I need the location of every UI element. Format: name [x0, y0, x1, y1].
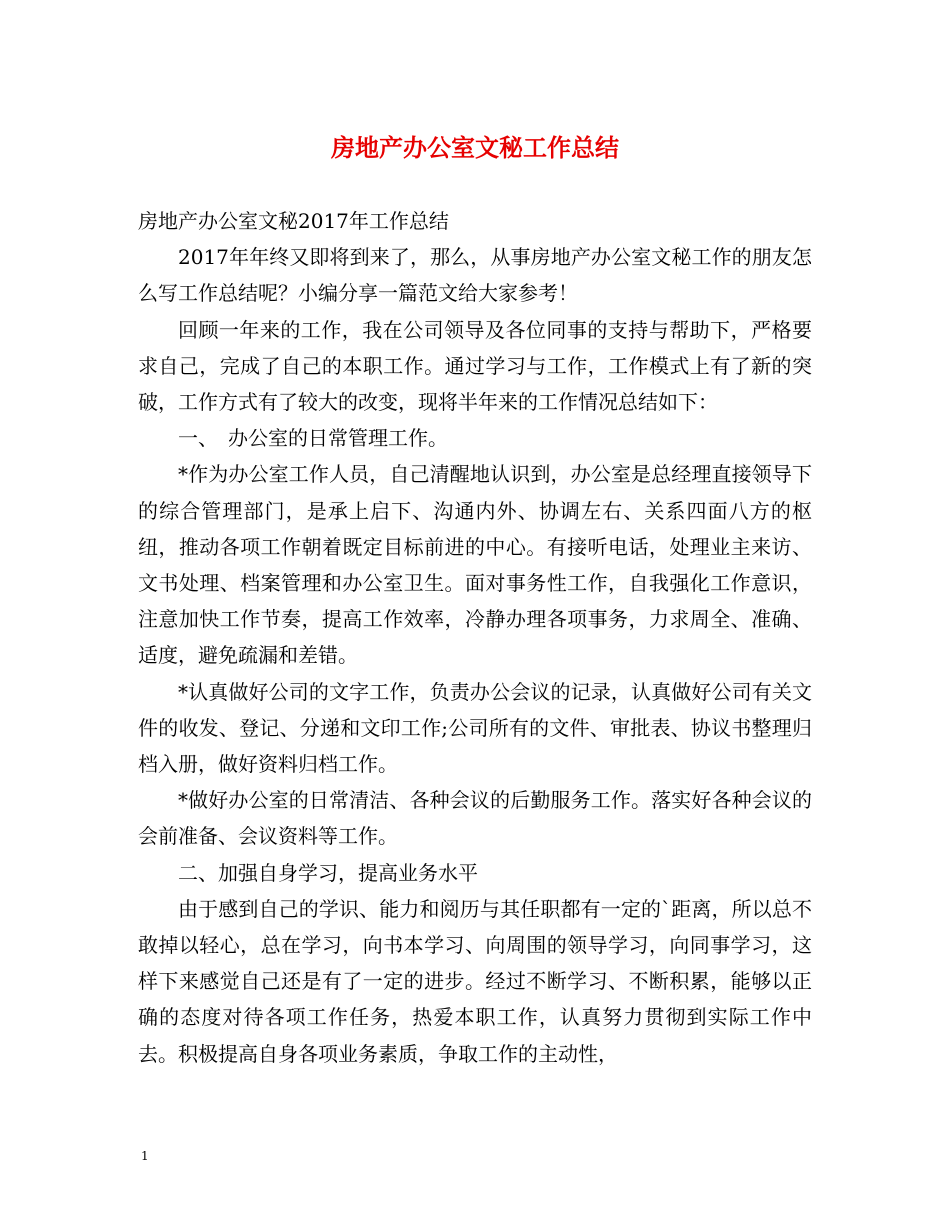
- document-body: [138, 203, 812, 1072]
- bullet-paragraph-2: *认真做好公司的文字工作，负责办公会议的记录，认真做好公司有关文件的收发、登记、分递和文印工作;公司所有的文件、审批表、协议书整理归档入册，做好资料归档工作。: [138, 679, 812, 777]
- bullet-paragraph-1: *作为办公室工作人员，自己清醒地认识到，办公室是总经理直接领导下的综合管理部门，是承上启下、沟通内外、协调左右、关系四面八方的枢纽，推动各项工作朝着既定目标前进的中心。有接听电话，处理业主来访、文书处理、档案管理和办公室卫生。面对事务性工作，自我强化工作意识，注意加快工作节奏，提高工作效率，冷静办理各项事务，力求周全、准确、适度，避免疏漏和差错。: [138, 462, 812, 668]
- learning-paragraph: 由于感到自己的学识、能力和阅历与其任职都有一定的`距离，所以总不敢掉以轻心，总在学习，向书本学习、向周围的领导学习，向同事学习，这样下来感觉自己还是有了一定的进步。经过不断学习、不断积累，能够以正确的态度对待各项工作任务，热爱本职工作，认真努力贯彻到实际工作中去。积极提高自身各项业务素质，争取工作的主动性，: [138, 896, 812, 1066]
- review-paragraph: 回顾一年来的工作，我在公司领导及各位同事的支持与帮助下，严格要求自己，完成了自己的本职工作。通过学习与工作，工作模式上有了新的突破，工作方式有了较大的改变，现将半年来的工作情况总结如下：: [138, 317, 812, 415]
- subtitle-paragraph: 房地产办公室文秘2017年工作总结: [138, 209, 449, 233]
- intro-paragraph: 2017年年终又即将到来了，那么，从事房地产办公室文秘工作的朋友怎么写工作总结呢？小编分享一篇范文给大家参考！: [138, 245, 812, 306]
- page-number: 1: [141, 1149, 149, 1163]
- document-title: 房地产办公室文秘工作总结: [331, 133, 619, 162]
- section-heading-1: 一、 办公室的日常管理工作。: [178, 426, 448, 451]
- section-heading-2: 二、加强自身学习，提高业务水平: [178, 860, 478, 885]
- bullet-paragraph-3: *做好办公室的日常清洁、各种会议的后勤服务工作。落实好各种会议的会前准备、会议资料等工作。: [138, 788, 812, 849]
